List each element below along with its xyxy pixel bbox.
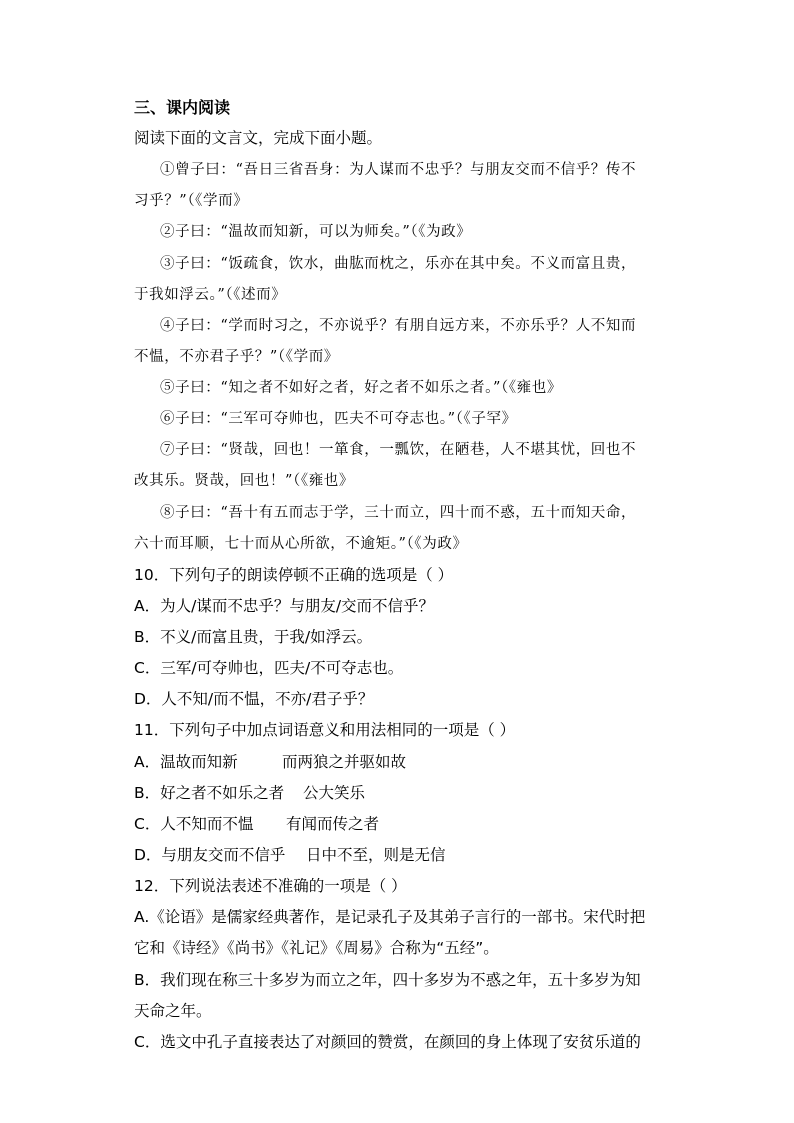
question-11-option-d-left: D．与朋友交而不信乎 bbox=[134, 846, 286, 864]
question-11-stem: 11．下列句子中加点词语意义和用法相同的一项是（ ） bbox=[134, 721, 516, 739]
passage-line: ⑤子曰：“知之者不如好之者，好之者不如乐之者。”（《雍也》 bbox=[160, 380, 562, 396]
question-12-stem: 12．下列说法表述不准确的一项是（ ） bbox=[134, 877, 407, 895]
passage-line: ①曾子曰：“吾日三省吾身：为人谋而不忠乎？与朋友交而不信乎？传不 bbox=[160, 162, 637, 178]
passage-line: 习乎？”（《学而》 bbox=[134, 193, 249, 209]
passage-line: ⑦子曰：“贤哉，回也！一箪食，一瓢饮，在陋巷，人不堪其忧，回也不 bbox=[160, 442, 637, 458]
passage-line: ④子曰：“学而时习之，不亦说乎？有朋自远方来，不亦乐乎？人不知而 bbox=[160, 318, 637, 334]
question-10-option-b: B．不义/而富且贵，于我/如浮云。 bbox=[134, 628, 373, 646]
question-11-option-c-right: 有闻而传之者 bbox=[286, 815, 380, 833]
passage-line: ③子曰：“饭疏食，饮水，曲肱而枕之，乐亦在其中矣。不义而富且贵， bbox=[160, 256, 637, 272]
question-11-option-a-right: 而两狼之并驱如故 bbox=[282, 753, 407, 771]
passage-line: 于我如浮云。”（《述而》 bbox=[134, 287, 287, 303]
question-12-line: C．选文中孔子直接表达了对颜回的赞赏，在颜回的身上体现了安贫乐道的 bbox=[134, 1033, 641, 1051]
passage-line: 不愠，不亦君子乎？”（《学而》 bbox=[134, 349, 339, 365]
passage-line: 六十而耳顺，七十而从心所欲，不逾矩。”（《为政》 bbox=[134, 536, 468, 552]
question-11-option-b-right: 公大笑乐 bbox=[303, 784, 366, 802]
question-11-option-c-left: C．人不知而不愠 bbox=[134, 815, 254, 833]
section-title: 三、课内阅读 bbox=[134, 98, 231, 117]
question-10-option-c: C．三军/可夺帅也，匹夫/不可夺志也。 bbox=[134, 659, 404, 677]
passage-line: 改其乐。贤哉，回也！”（《雍也》 bbox=[134, 473, 355, 489]
passage-line: ②子曰：“温故而知新，可以为师矣。”（《为政》 bbox=[160, 224, 472, 240]
question-11-option-b-left: B．好之者不如乐之者 bbox=[134, 784, 285, 802]
question-12-line: B．我们现在称三十多岁为而立之年，四十多岁为不惑之年，五十多岁为知 bbox=[134, 971, 641, 989]
passage-line: ⑧子曰：“吾十有五而志于学，三十而立，四十而不惑，五十而知天命， bbox=[160, 505, 637, 521]
section-instruction: 阅读下面的文言文，完成下面小题。 bbox=[134, 129, 383, 147]
question-10-option-d: D．人不知/而不愠，不亦/君子乎？ bbox=[134, 690, 374, 708]
question-12-line: 天命之年。 bbox=[134, 1002, 212, 1020]
question-11-option-a-left: A．温故而知新 bbox=[134, 753, 238, 771]
question-12-line: A.《论语》是儒家经典著作，是记录孔子及其弟子言行的一部书。宋代时把 bbox=[134, 908, 646, 926]
passage-line: ⑥子曰：“三军可夺帅也，匹夫不可夺志也。”（《子罕》 bbox=[160, 411, 517, 427]
question-10-option-a: A．为人/谋而不忠乎？与朋友/交而不信乎？ bbox=[134, 597, 435, 615]
question-10-stem: 10．下列句子的朗读停顿不正确的选项是（ ） bbox=[134, 566, 454, 584]
question-11-option-d-right: 日中不至，则是无信 bbox=[306, 846, 446, 864]
question-12-line: 它和《诗经》《尚书》《礼记》《周易》合称为“五经”。 bbox=[134, 939, 499, 957]
